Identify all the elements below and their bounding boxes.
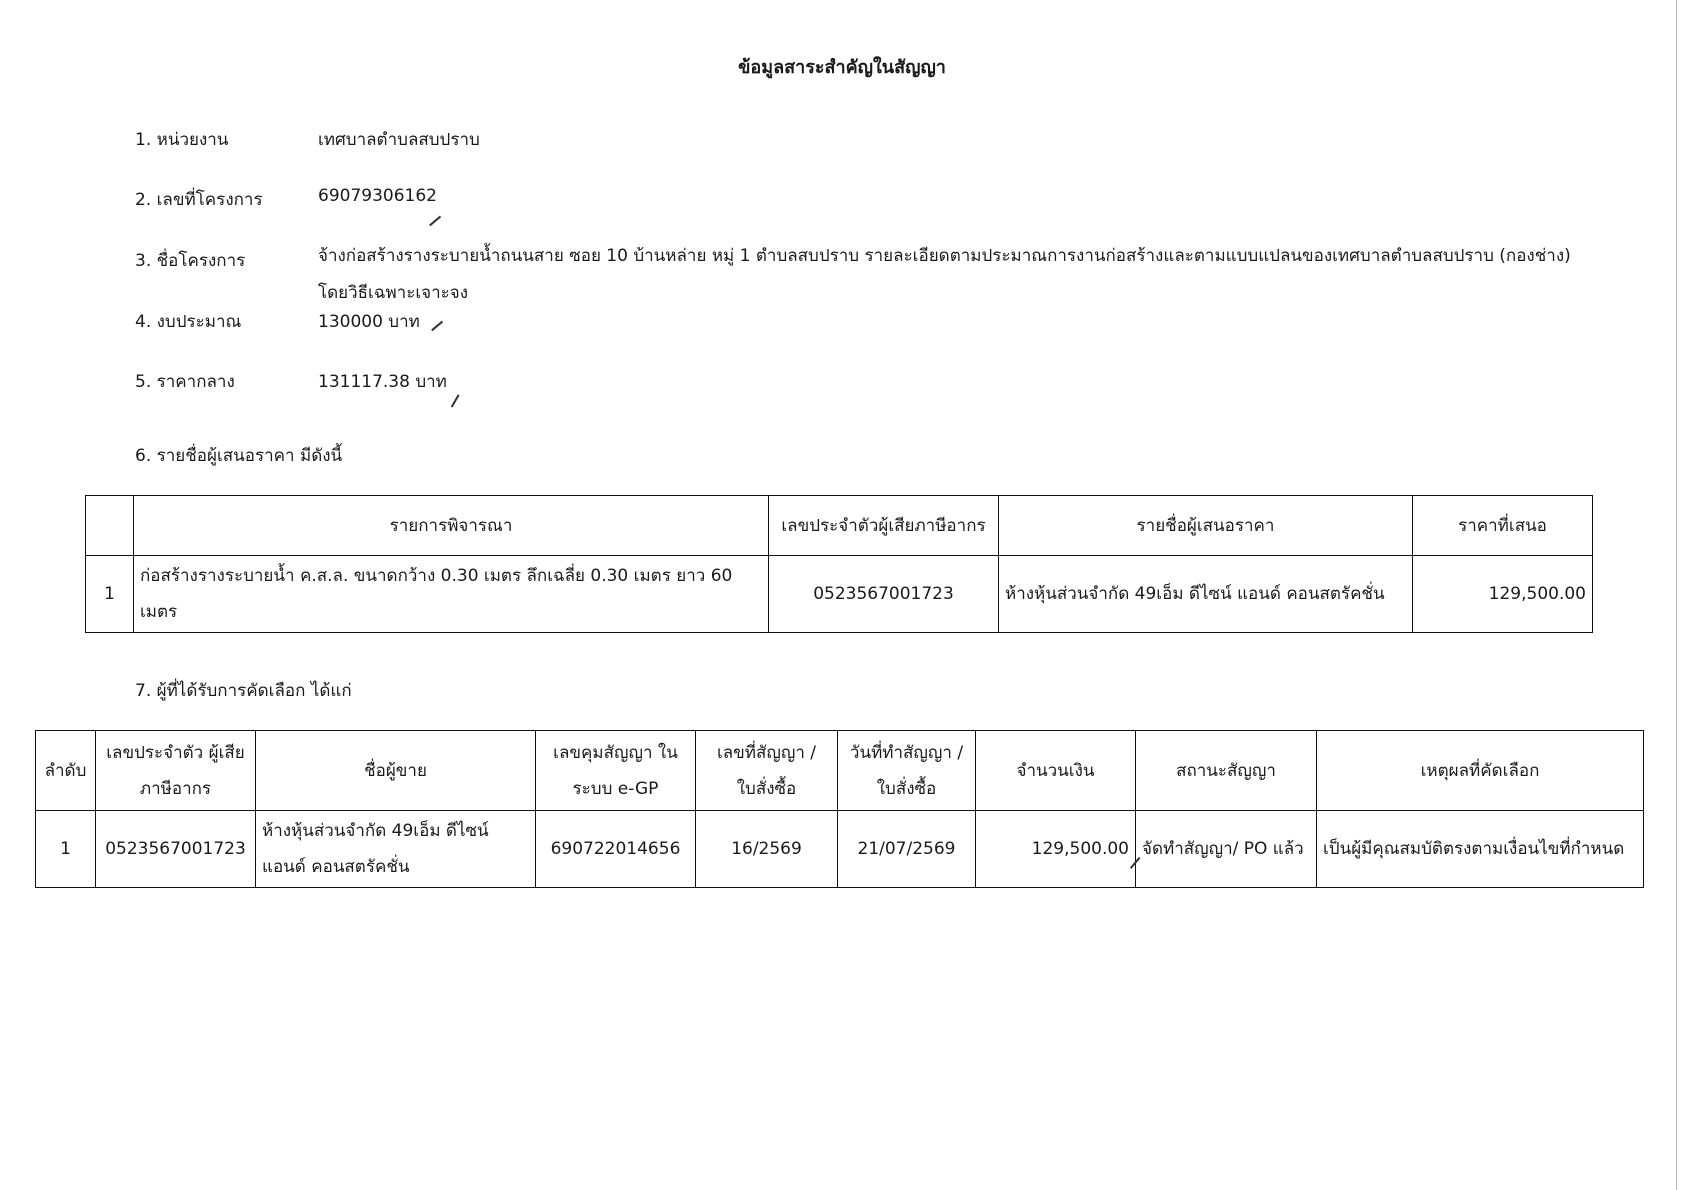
- checkmark-icon: [431, 321, 443, 331]
- winner-header-vendor: ชื่อผู้ขาย: [256, 731, 536, 811]
- bidders-heading: 6. รายชื่อผู้เสนอราคา มีดังนี้: [135, 446, 343, 466]
- field-value-project-name: จ้างก่อสร้างรางระบายน้ำถนนสาย ซอย 10 บ้านหล่าย หมู่ 1 ตำบลสบปราบ รายละเอียดตามประมาณการงานก่อสร้างและตามแบบแปลนของเทศบาลตำบลสบปราบ (กองช่าง) โดยวิธีเฉพาะเจาะจง: [318, 246, 1571, 303]
- winner-heading: 7. ผู้ที่ได้รับการคัดเลือก ได้แก่: [135, 681, 352, 701]
- winner-row-contract-number: 16/2569: [696, 811, 838, 888]
- winner-header-amount: จำนวนเงิน: [976, 731, 1136, 811]
- winner-header-reason: เหตุผลที่คัดเลือก: [1317, 731, 1644, 811]
- bidders-header-bidder: รายชื่อผู้เสนอราคา: [999, 496, 1413, 556]
- winner-header-contract-date: วันที่ทำสัญญา / ใบสั่งซื้อ: [838, 731, 976, 811]
- winner-table: [35, 730, 1644, 888]
- checkmark-icon: [451, 394, 459, 407]
- field-label-project-number: 2. เลขที่โครงการ: [135, 190, 263, 210]
- checkmark-icon: [429, 216, 441, 226]
- table-row: [86, 556, 1593, 633]
- field-value-agency: เทศบาลตำบลสบปราบ: [318, 130, 480, 150]
- field-value-median-price: 131117.38 บาท: [318, 372, 447, 392]
- winner-row-contract-date: 21/07/2569: [838, 811, 976, 888]
- bidder-row-name: ห้างหุ้นส่วนจำกัด 49เอ็ม ดีไซน์ แอนด์ คอนสตรัคชั่น: [999, 556, 1413, 633]
- bidders-header-index: [86, 496, 134, 556]
- field-label-agency: 1. หน่วยงาน: [135, 130, 229, 150]
- winner-header-tax-id: เลขประจำตัว ผู้เสียภาษีอากร: [96, 731, 256, 811]
- bidders-header-item: รายการพิจารณา: [134, 496, 769, 556]
- field-label-budget: 4. งบประมาณ: [135, 312, 242, 332]
- bidder-row-index: 1: [86, 556, 134, 633]
- winner-row-egp-number: 690722014656: [536, 811, 696, 888]
- bidders-header-tax-id: เลขประจำตัวผู้เสียภาษีอากร: [769, 496, 999, 556]
- bidder-row-tax-id: 0523567001723: [769, 556, 999, 633]
- winner-header-contract-number: เลขที่สัญญา / ใบสั่งซื้อ: [696, 731, 838, 811]
- page-title: ข้อมูลสาระสำคัญในสัญญา: [738, 57, 946, 78]
- table-row: [36, 811, 1644, 888]
- winner-row-amount: 129,500.00: [976, 811, 1136, 888]
- field-label-project-name: 3. ชื่อโครงการ: [135, 251, 246, 271]
- bidders-header-row: [86, 496, 1593, 556]
- scan-edge-line: [1676, 0, 1677, 1190]
- winner-row-status: จัดทำสัญญา/ PO แล้ว: [1136, 811, 1317, 888]
- winner-row-vendor: ห้างหุ้นส่วนจำกัด 49เอ็ม ดีไซน์ แอนด์ คอนสตรัคชั่น: [256, 811, 536, 888]
- winner-row-tax-id: 0523567001723: [96, 811, 256, 888]
- bidders-header-price: ราคาที่เสนอ: [1413, 496, 1593, 556]
- winner-row-reason: เป็นผู้มีคุณสมบัติตรงตามเงื่อนไขที่กำหนด: [1317, 811, 1644, 888]
- bidders-table: [85, 495, 1593, 633]
- field-label-median-price: 5. ราคากลาง: [135, 372, 235, 392]
- winner-row-order: 1: [36, 811, 96, 888]
- field-value-budget: 130000 บาท: [318, 312, 420, 332]
- bidder-row-item: ก่อสร้างรางระบายน้ำ ค.ส.ล. ขนาดกว้าง 0.30 เมตร ลึกเฉลี่ย 0.30 เมตร ยาว 60 เมตร: [134, 556, 769, 633]
- winner-header-egp-number: เลขคุมสัญญา ในระบบ e-GP: [536, 731, 696, 811]
- field-value-project-number: 69079306162: [318, 186, 437, 206]
- winner-header-row: [36, 731, 1644, 811]
- bidder-row-price: 129,500.00: [1413, 556, 1593, 633]
- winner-header-status: สถานะสัญญา: [1136, 731, 1317, 811]
- winner-header-order: ลำดับ: [36, 731, 96, 811]
